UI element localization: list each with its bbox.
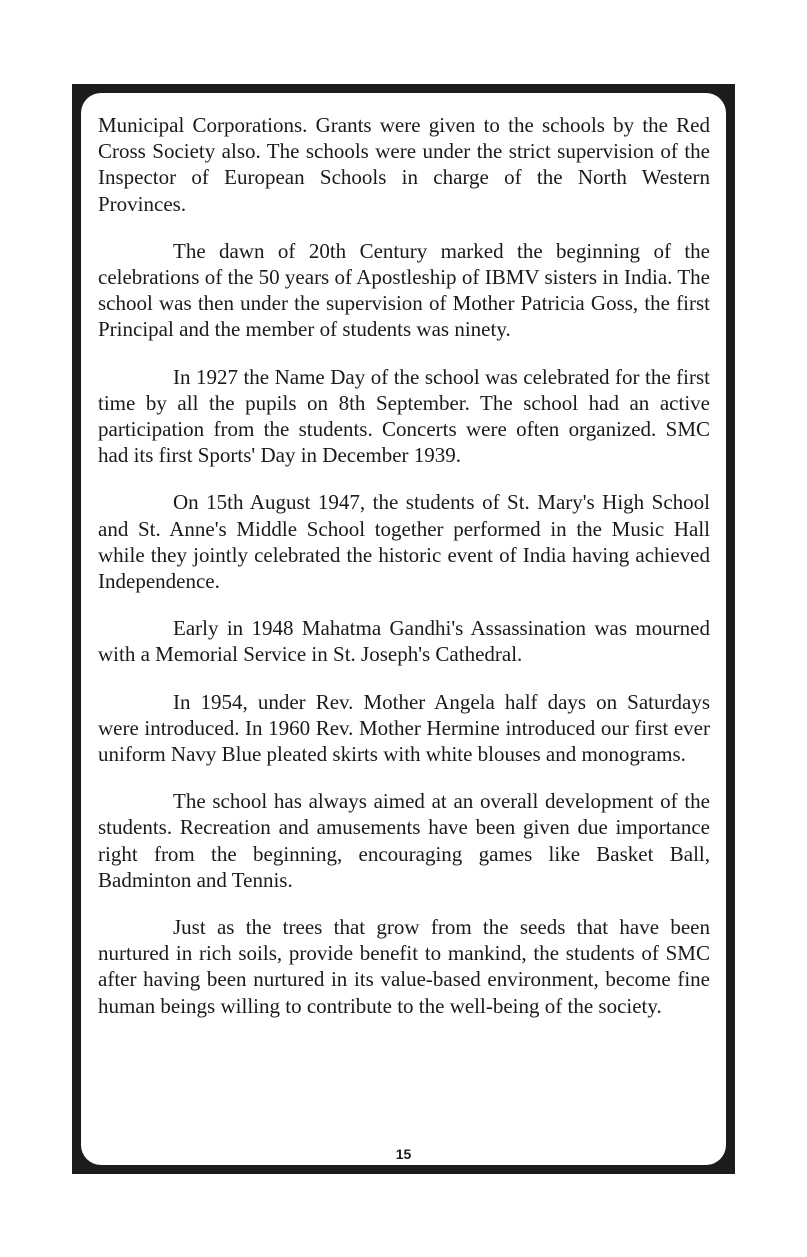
paragraph-1927-name-day: In 1927 the Name Day of the school was celebrated for the first time by all the pupils on 8th September. The school had an active participation from the students. Concerts were often organized. SMC had its first Sports' Day in December 1939.	[98, 364, 710, 468]
paragraph-1948-memorial: Early in 1948 Mahatma Gandhi's Assassination was mourned with a Memorial Service in St. Joseph's Cathedral.	[98, 616, 710, 667]
page-number: 15	[395, 1146, 412, 1162]
document-body	[98, 112, 710, 1040]
paragraph-1954-uniform: In 1954, under Rev. Mother Angela half days on Saturdays were introduced. In 1960 Rev. Mother Hermine introduced our first ever uniform Navy Blue pleated skirts with white blouses and monograms.	[98, 689, 710, 767]
paragraph-20th-century: The dawn of 20th Century marked the beginning of the celebrations of the 50 years of Apostleship of IBMV sisters in India. The school was then under the supervision of Mother Patricia Goss, the first Principal and the member of students was ninety.	[98, 238, 710, 342]
paragraph-continuation: Municipal Corporations. Grants were given to the schools by the Red Cross Society also. The schools were under the strict supervision of the Inspector of European Schools in charge of the North Western Provinces.	[98, 113, 710, 216]
paragraph-independence-1947: On 15th August 1947, the students of St. Mary's High School and St. Anne's Middle School together performed in the Music Hall while they jointly celebrated the historic event of India having achieved Independence.	[98, 490, 710, 594]
paragraph-development: The school has always aimed at an overall development of the students. Recreation and amusements have been given due importance right from the beginning, encouraging games like Basket Ball, Badminton and Tennis.	[98, 789, 710, 892]
paragraph-conclusion: Just as the trees that grow from the seeds that have been nurtured in rich soils, provide benefit to mankind, the students of SMC after having been nurtured in its value-based environment, become fine human beings willing to contribute to the well-being of the society.	[98, 915, 710, 1018]
